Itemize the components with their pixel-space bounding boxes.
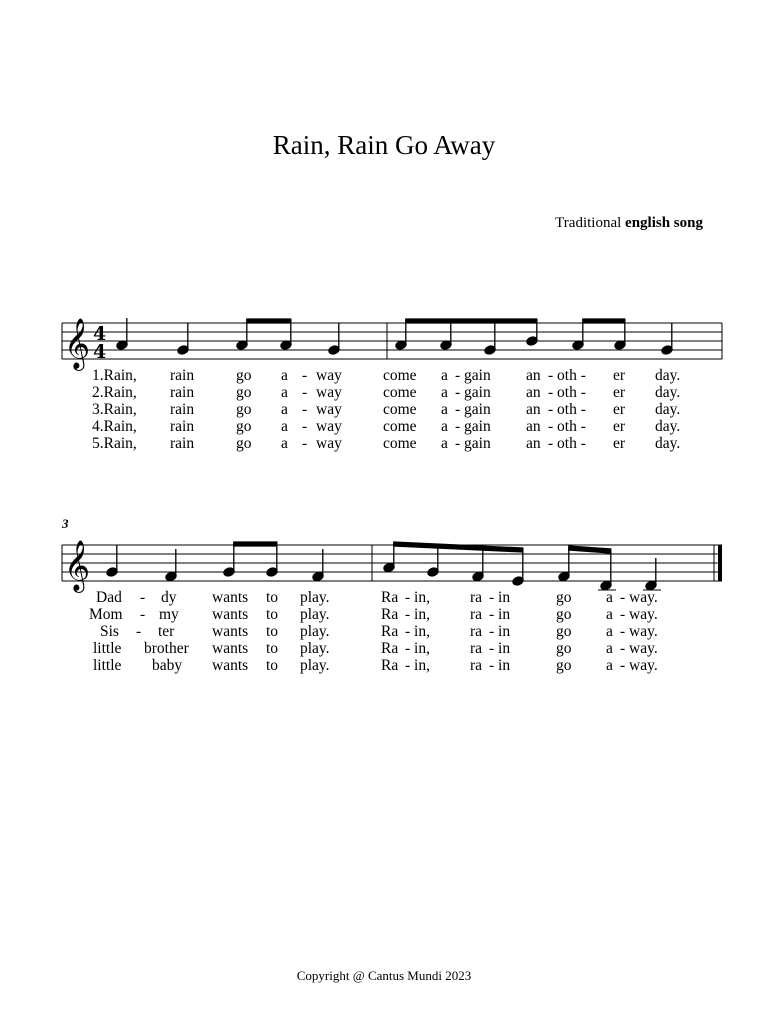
lyric-syllable: come [383, 384, 417, 401]
lyric-syllable: Mom [89, 606, 123, 623]
lyric-syllable: 2.Rain, [92, 384, 137, 401]
verse-line [96, 589, 658, 606]
lyric-syllable: a [606, 589, 613, 606]
lyric-syllable: way [316, 384, 342, 401]
lyric-syllable: play. [300, 623, 330, 640]
lyric-syllable: come [383, 401, 417, 418]
verse-line [92, 435, 680, 452]
lyric-syllable: Ra [381, 606, 399, 623]
lyric-syllable: - gain [455, 367, 491, 384]
lyric-syllable: to [266, 657, 279, 674]
lyric-syllable: go [556, 640, 572, 657]
lyrics-system-2 [89, 589, 658, 674]
measure-number: 3 [62, 516, 69, 531]
treble-clef-icon: 𝄞 [64, 540, 91, 591]
lyric-syllable: a [606, 606, 613, 623]
lyric-syllable: - oth - [548, 401, 586, 418]
lyric-syllable: dy [161, 589, 177, 606]
lyric-syllable: come [383, 435, 417, 452]
beam [406, 319, 537, 323]
lyric-syllable: - way. [620, 589, 658, 606]
lyric-syllable: an [526, 418, 541, 435]
lyric-syllable: 3.Rain, [92, 401, 137, 418]
staff-system-2 [61, 516, 722, 674]
lyric-syllable: go [556, 657, 572, 674]
lyric-syllable: go [556, 606, 572, 623]
lyric-syllable: a [281, 401, 288, 418]
lyric-syllable: - gain [455, 384, 491, 401]
lyric-syllable: - in [489, 606, 511, 623]
time-signature-bottom: 4 [93, 341, 107, 363]
lyric-syllable: an [526, 401, 541, 418]
lyric-syllable: 4.Rain, [92, 418, 137, 435]
lyric-syllable: - in, [405, 589, 430, 606]
lyric-syllable: to [266, 640, 279, 657]
lyric-syllable: go [556, 589, 572, 606]
lyrics-system-1 [92, 367, 680, 452]
lyric-syllable: - [302, 384, 308, 401]
lyric-syllable: way [316, 435, 342, 452]
lyric-syllable: - way. [620, 640, 658, 657]
lyric-syllable: wants [212, 657, 249, 674]
lyric-syllable: - in [489, 640, 511, 657]
lyric-syllable: er [613, 401, 626, 418]
lyric-syllable: - oth - [548, 384, 586, 401]
lyric-syllable: play. [300, 606, 330, 623]
lyric-syllable: - gain [455, 401, 491, 418]
lyric-syllable: play. [300, 657, 330, 674]
lyric-syllable: - oth - [548, 418, 586, 435]
lyric-syllable: - in, [405, 657, 430, 674]
lyric-syllable: - [302, 435, 308, 452]
lyric-syllable: ra [470, 606, 483, 623]
lyric-syllable: go [236, 435, 252, 452]
lyric-syllable: my [159, 606, 179, 623]
lyric-syllable: an [526, 367, 541, 384]
lyric-syllable: - way. [620, 606, 658, 623]
lyric-syllable: wants [212, 623, 249, 640]
lyric-syllable: - gain [455, 435, 491, 452]
lyric-syllable: way [316, 401, 342, 418]
lyric-syllable: - in, [405, 640, 430, 657]
lyric-syllable: - in, [405, 606, 430, 623]
lyric-syllable: ra [470, 589, 483, 606]
lyric-syllable: brother [144, 640, 189, 657]
lyric-syllable: a [441, 367, 448, 384]
lyric-syllable: way [316, 418, 342, 435]
lyric-syllable: day. [655, 367, 681, 384]
lyric-syllable: - gain [455, 418, 491, 435]
lyric-syllable: Ra [381, 640, 399, 657]
lyric-syllable: - in [489, 623, 511, 640]
lyric-syllable: an [526, 435, 541, 452]
copyright-notice: Copyright @ Cantus Mundi 2023 [296, 968, 472, 983]
verse-line [93, 640, 658, 657]
lyric-syllable: wants [212, 606, 249, 623]
lyric-syllable: go [236, 367, 252, 384]
lyric-syllable: to [266, 623, 279, 640]
lyric-syllable: - [302, 418, 308, 435]
lyric-syllable: Dad [96, 589, 122, 606]
lyric-syllable: ra [470, 640, 483, 657]
beam [569, 546, 611, 553]
lyric-syllable: play. [300, 589, 330, 606]
lyric-syllable: go [236, 418, 252, 435]
lyric-syllable: - in [489, 589, 511, 606]
lyric-syllable: play. [300, 640, 330, 657]
lyric-syllable: - [302, 401, 308, 418]
lyric-syllable: Ra [381, 657, 399, 674]
lyric-syllable: day. [655, 401, 681, 418]
verse-line [92, 401, 680, 418]
verse-line [93, 657, 658, 674]
lyric-syllable: rain [170, 435, 195, 452]
lyric-syllable: er [613, 384, 626, 401]
verse-line [89, 606, 658, 623]
lyric-syllable: - oth - [548, 367, 586, 384]
lyric-syllable: go [236, 384, 252, 401]
lyric-syllable: - oth - [548, 435, 586, 452]
lyric-syllable: rain [170, 367, 195, 384]
lyric-syllable: way [316, 367, 342, 384]
lyric-syllable: a [441, 401, 448, 418]
lyric-syllable: wants [212, 640, 249, 657]
lyric-syllable: a [441, 384, 448, 401]
lyric-syllable: little [93, 657, 122, 674]
verse-line [92, 384, 680, 401]
time-signature-top: 4 [93, 323, 107, 345]
composer-emphasis: english song [625, 215, 703, 231]
lyric-syllable: a [281, 384, 288, 401]
lyric-syllable: a [606, 623, 613, 640]
verse-line [92, 367, 680, 384]
lyric-syllable: er [613, 367, 626, 384]
lyric-syllable: day. [655, 384, 681, 401]
lyric-syllable: little [93, 640, 122, 657]
lyric-syllable: to [266, 589, 279, 606]
lyric-syllable: day. [655, 435, 681, 452]
lyric-syllable: rain [170, 384, 195, 401]
lyric-syllable: er [613, 418, 626, 435]
lyric-syllable: go [556, 623, 572, 640]
lyric-syllable: 1.Rain, [92, 367, 137, 384]
lyric-syllable: a [441, 435, 448, 452]
lyric-syllable: Sis [100, 623, 119, 640]
lyric-syllable: - way. [620, 623, 658, 640]
lyric-syllable: baby [152, 657, 183, 674]
treble-clef-icon: 𝄞 [64, 318, 91, 369]
lyric-syllable: - [140, 589, 146, 606]
lyric-syllable: Ra [381, 623, 399, 640]
lyric-syllable: a [281, 367, 288, 384]
verse-line [92, 418, 680, 435]
final-barline-thick [718, 545, 722, 581]
lyric-syllable: go [236, 401, 252, 418]
beam [247, 319, 291, 323]
lyric-syllable: a [606, 657, 613, 674]
lyric-syllable: to [266, 606, 279, 623]
beam [234, 542, 277, 546]
lyric-syllable: - [140, 606, 146, 623]
beam [583, 319, 625, 323]
lyric-syllable: a [281, 418, 288, 435]
lyric-syllable: ra [470, 623, 483, 640]
lyric-syllable: a [281, 435, 288, 452]
lyric-syllable: a [441, 418, 448, 435]
song-title: Rain, Rain Go Away [272, 130, 496, 160]
lyric-syllable: - way. [620, 657, 658, 674]
lyric-syllable: ra [470, 657, 483, 674]
lyric-syllable: - [302, 367, 308, 384]
lyric-syllable: rain [170, 401, 195, 418]
lyric-syllable: come [383, 367, 417, 384]
lyric-syllable: Ra [381, 589, 399, 606]
lyric-syllable: day. [655, 418, 681, 435]
lyric-syllable: er [613, 435, 626, 452]
lyric-syllable: wants [212, 589, 249, 606]
lyric-syllable: 5.Rain, [92, 435, 137, 452]
lyric-syllable: a [606, 640, 613, 657]
lyric-syllable: rain [170, 418, 195, 435]
lyric-syllable: come [383, 418, 417, 435]
staff-system-1 [62, 318, 722, 452]
lyric-syllable: - [136, 623, 142, 640]
lyric-syllable: an [526, 384, 541, 401]
composer-prefix: Traditional [555, 215, 622, 231]
lyric-syllable: - in [489, 657, 511, 674]
lyric-syllable: - in, [405, 623, 430, 640]
lyric-syllable: ter [158, 623, 175, 640]
beam [394, 542, 523, 552]
verse-line [100, 623, 658, 640]
